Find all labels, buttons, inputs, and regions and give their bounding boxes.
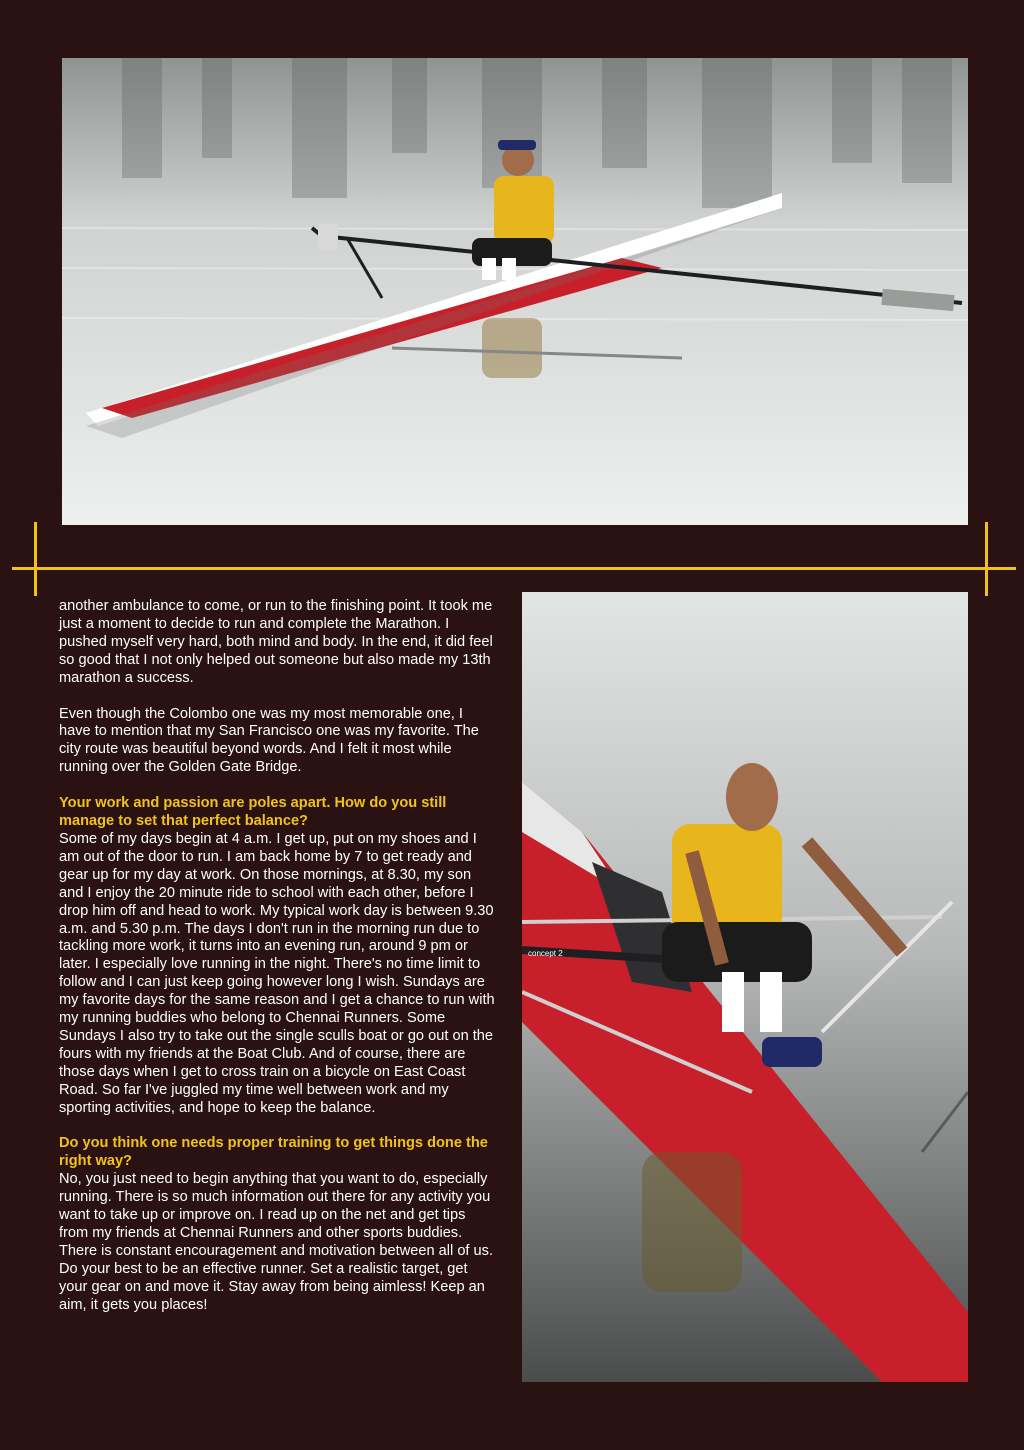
article-paragraph: another ambulance to come, or run to the finishing point. It took me just a moment to decide to run and complete the Marathon. I pushed myself very hard, both mind and body. In the end, it did feel so good that I not only helped out someone but also made my 13th marathon a success. [59,598,493,686]
article-paragraph: Even though the Colombo one was my most memorable one, I have to mention that my San Francisco one was my favorite. The city route was beautiful beyond words. And I felt it most while running over the Golden Gate Bridge. [59,705,479,776]
interview-question: Your work and passion are poles apart. How do you still manage to set that perfect balance? [59,795,447,830]
crop-mark-left [34,522,37,596]
interview-question: Do you think one needs proper training to get things done the right way? [59,1135,488,1170]
photo-rower-top [62,58,968,525]
photo-rower-closeup-illustration [522,592,968,1382]
interview-answer: No, you just need to begin anything that you want to do, especially running. There is so much information out there for any activity you want to take up or improve on. I read up on the net and get tips from my friends at Chennai Runners and other sports buddies. There is constant encouragement and motivation between all of us. Do your best to be an effective runner. Set a realistic target, get your gear on and move it. Stay away from being aimless! Keep an aim, it gets you places! [59,1171,494,1313]
photo-rower-closeup [522,592,968,1382]
oar-label: concept 2 [528,949,563,958]
photo-rower-top-illustration [62,58,968,525]
crop-mark-right [985,522,988,596]
article-body [59,598,495,1315]
interview-answer: Some of my days begin at 4 a.m. I get up, put on my shoes and I am out of the door to run. I am back home by 7 to get ready and gear up for my day at work. On those mornings, at 8.30, my son and I enjoy the 20 minute ride to school with each other, before I drop him off and head to work. My typical work day is between 9.30 a.m. and 5.30 p.m. The days I don't run in the morning run due to tackling more work, it turns into an evening run, around 9 pm or later. I especially love running in the night. There's no time limit to follow and I can just keep going however long I wish. Sundays are my favorite days for the same reason and I get a chance to run with my running buddies who belong to Chennai Runners. Some Sundays I also try to take out the single sculls boat or go out on the fours with my friends at the Boat Club. And of course, there are those days when I get to cross train on a bicycle on East Coast Road. So far I've juggled my time well between work and my sporting activities, and hope to keep the balance. [59,830,495,1116]
divider-rule [12,567,1016,570]
